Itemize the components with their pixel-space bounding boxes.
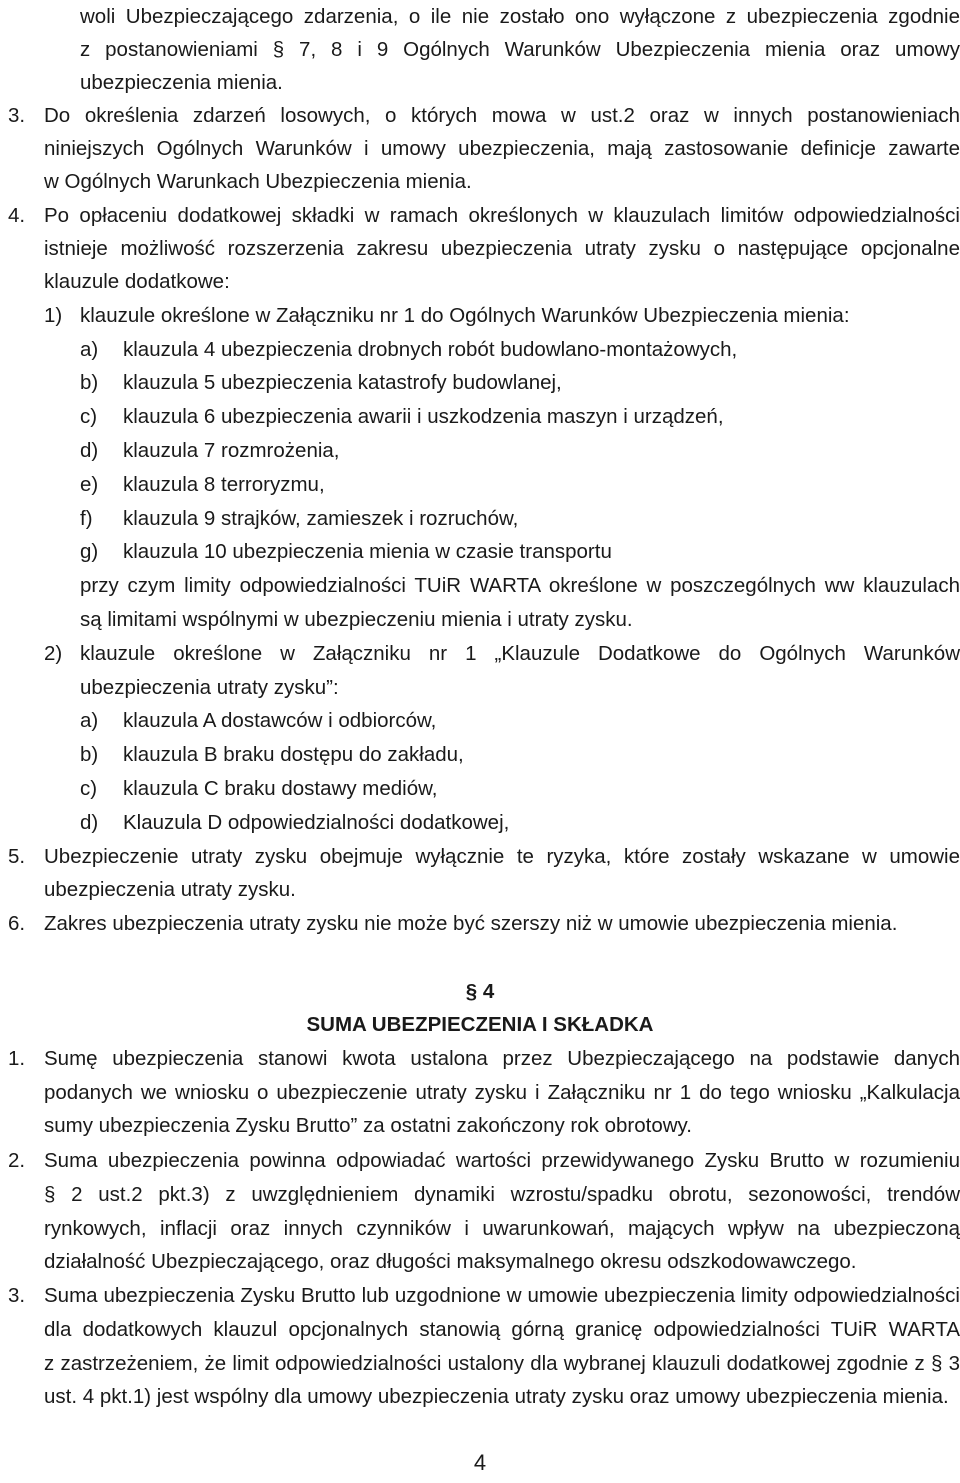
- sub-item-number: 2): [44, 642, 63, 665]
- paragraph-line: ubezpieczenia utraty zysku”:: [80, 676, 339, 699]
- list-item-letter: a): [80, 338, 99, 361]
- paragraph-line: Do określenia zdarzeń losowych, o których mowa w ust.2 oraz w innych postanowieniach: [44, 104, 960, 127]
- paragraph-line: klauzule określone w Załączniku nr 1 do Ogólnych Warunków Ubezpieczenia mienia:: [80, 304, 850, 327]
- list-item: klauzula 4 ubezpieczenia drobnych robót budowlano-montażowych,: [123, 338, 738, 361]
- item-number: 5.: [8, 845, 26, 868]
- paragraph-line: dla dodatkowych klauzul opcjonalnych stanowią górną granicę odpowiedzialności TUiR WARTA: [44, 1318, 960, 1341]
- list-item-letter: a): [80, 709, 99, 732]
- list-item-letter: e): [80, 473, 99, 496]
- paragraph-line: klauzule dodatkowe:: [44, 270, 230, 293]
- paragraph-line: ubezpieczenia utraty zysku.: [44, 878, 296, 901]
- item-number: 3.: [8, 104, 26, 127]
- list-item-letter: b): [80, 371, 99, 394]
- paragraph-line: w Ogólnych Warunkach Ubezpieczenia mienia.: [44, 170, 472, 193]
- paragraph-line: Suma ubezpieczenia Zysku Brutto lub uzgodnione w umowie ubezpieczenia limity odpowiedzialności: [44, 1284, 960, 1307]
- paragraph-line: klauzule określone w Załączniku nr 1 „Klauzule Dodatkowe do Ogólnych Warunków: [80, 642, 960, 665]
- paragraph-line: działalność Ubezpieczającego, oraz długości maksymalnego okresu odszkodowawczego.: [44, 1250, 857, 1273]
- list-item: klauzula 8 terroryzmu,: [123, 473, 325, 496]
- list-item-letter: c): [80, 777, 98, 800]
- item-number: 2.: [8, 1149, 26, 1172]
- paragraph-line: § 2 ust.2 pkt.3) z uwzględnieniem dynamiki wzrostu/spadku obrotu, sezonowości, trendów: [44, 1183, 960, 1206]
- paragraph-line: woli Ubezpieczającego zdarzenia, o ile nie zostało ono wyłączone z ubezpieczenia zgodnie: [80, 5, 960, 28]
- paragraph-line: ust. 4 pkt.1) jest wspólny dla umowy ubezpieczenia utraty zysku oraz umowy ubezpieczenia mienia.: [44, 1385, 949, 1408]
- list-item: klauzula 6 ubezpieczenia awarii i uszkodzenia maszyn i urządzeń,: [123, 405, 724, 428]
- paragraph-line: niniejszych Ogólnych Warunków i umowy ubezpieczenia, mają zastosowanie definicje zawarte: [44, 137, 960, 160]
- list-item: klauzula 7 rozmrożenia,: [123, 439, 340, 462]
- paragraph-line: są limitami wspólnymi w ubezpieczeniu mienia i utraty zysku.: [80, 608, 633, 631]
- paragraph-line: przy czym limity odpowiedzialności TUiR WARTA określone w poszczególnych ww klauzulach: [80, 574, 960, 597]
- item-number: 1.: [8, 1047, 26, 1070]
- item-number: 3.: [8, 1284, 26, 1307]
- section-title: SUMA UBEZPIECZENIA I SKŁADKA: [306, 1013, 654, 1036]
- list-item-letter: f): [80, 507, 93, 530]
- item-number: 6.: [8, 912, 26, 935]
- list-item: klauzula 5 ubezpieczenia katastrofy budowlanej,: [123, 371, 562, 394]
- paragraph-line: istnieje możliwość rozszerzenia zakresu ubezpieczenia utraty zysku o następujące opcjonalne: [44, 237, 960, 260]
- paragraph-line: z zastrzeżeniem, że limit odpowiedzialności ustalony dla wybranej klauzuli dodatkowej zgodnie z § 3: [44, 1352, 960, 1375]
- paragraph-line: Sumę ubezpieczenia stanowi kwota ustalona przez Ubezpieczającego na podstawie danych: [44, 1047, 960, 1070]
- paragraph-line: ubezpieczenia mienia.: [80, 71, 283, 94]
- list-item: Klauzula D odpowiedzialności dodatkowej,: [123, 811, 510, 834]
- paragraph-line: podanych we wniosku o ubezpieczenie utraty zysku i Załączniku nr 1 do tego wniosku „Kalkulacja: [44, 1081, 960, 1104]
- section-mark: § 4: [465, 980, 495, 1003]
- item-number: 4.: [8, 204, 26, 227]
- list-item-letter: g): [80, 540, 99, 563]
- paragraph-line: Ubezpieczenie utraty zysku obejmuje wyłącznie te ryzyka, które zostały wskazane w umowie: [44, 845, 960, 868]
- list-item-letter: d): [80, 811, 99, 834]
- list-item: klauzula 10 ubezpieczenia mienia w czasie transportu: [123, 540, 612, 563]
- page-number: 4: [473, 1450, 487, 1475]
- paragraph-line: rynkowych, inflacji oraz innych czynników i uwarunkowań, mających wpływ na ubezpieczoną: [44, 1217, 960, 1240]
- list-item: klauzula A dostawców i odbiorców,: [123, 709, 437, 732]
- paragraph-line: sumy ubezpieczenia Zysku Brutto” za ostatni zakończony rok obrotowy.: [44, 1114, 692, 1137]
- paragraph-line: z postanowieniami § 7, 8 i 9 Ogólnych Warunków Ubezpieczenia mienia oraz umowy: [80, 38, 960, 61]
- paragraph-line: Po opłaceniu dodatkowej składki w ramach określonych w klauzulach limitów odpowiedzialności: [44, 204, 960, 227]
- list-item-letter: d): [80, 439, 99, 462]
- paragraph-line: Suma ubezpieczenia powinna odpowiadać wartości przewidywanego Zysku Brutto w rozumieniu: [44, 1149, 960, 1172]
- list-item: klauzula 9 strajków, zamieszek i rozruchów,: [123, 507, 519, 530]
- list-item: klauzula C braku dostawy mediów,: [123, 777, 438, 800]
- paragraph-line: Zakres ubezpieczenia utraty zysku nie może być szerszy niż w umowie ubezpieczenia mienia.: [44, 912, 898, 935]
- sub-item-number: 1): [44, 304, 63, 327]
- list-item: klauzula B braku dostępu do zakładu,: [123, 743, 464, 766]
- list-item-letter: c): [80, 405, 98, 428]
- list-item-letter: b): [80, 743, 99, 766]
